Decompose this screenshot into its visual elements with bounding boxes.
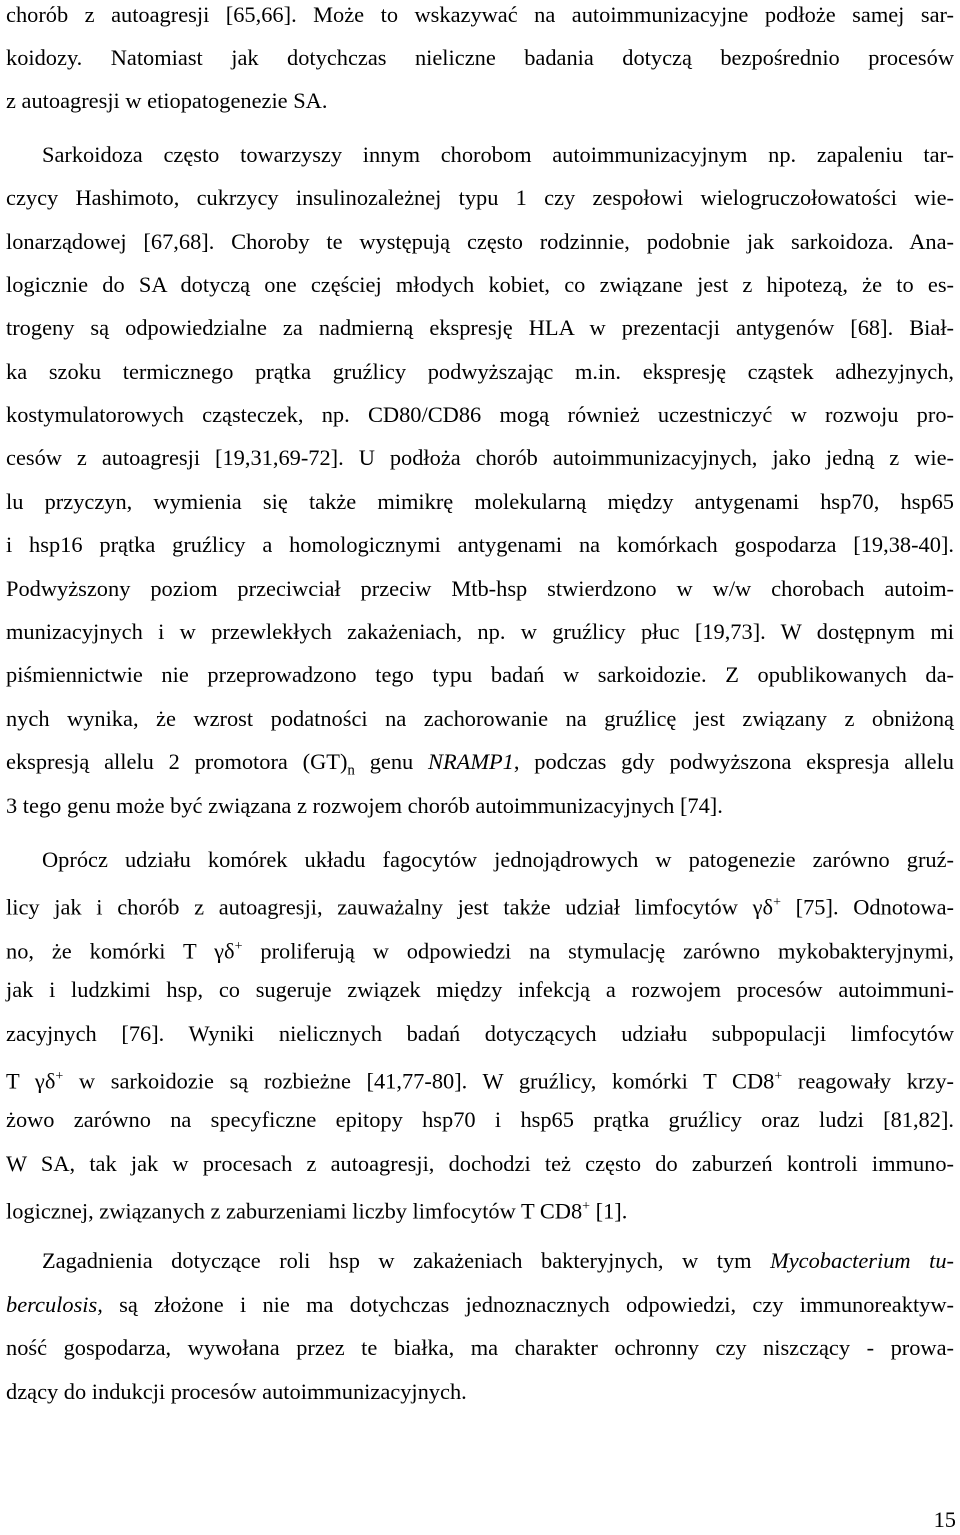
text-line: cesów z autoagresji [19,31,69-72]. U podłoża chorób autoimmunizacyjnych, jako jedną z wie- bbox=[6, 445, 954, 470]
greek-symbol: γδ bbox=[214, 938, 235, 964]
text-span: , podczas gdy podwyższona ekspresja allelu bbox=[513, 749, 954, 774]
text-line: jak i ludzkimi hsp, co sugeruje związek między infekcją a rozwojem procesów autoimmuni- bbox=[6, 977, 954, 1002]
text-span: ekspresją allelu 2 promotora (GT) bbox=[6, 749, 348, 774]
species-name-italic: berculosis, bbox=[6, 1292, 103, 1317]
text-line: i hsp16 prątka gruźlicy a homologicznymi antygenami na komórkach gospodarza [19,38-40]. bbox=[6, 532, 954, 557]
text-span: reagowały krzy- bbox=[782, 1068, 955, 1094]
text-span: genu bbox=[354, 749, 429, 774]
text-span: no, że komórki T bbox=[6, 938, 215, 964]
text-line: żowo zarówno na specyficzne epitopy hsp70 i hsp65 prątka gruźlicy oraz ludzi [81,82]. bbox=[6, 1107, 954, 1132]
text-span: Zagadnienia dotyczące roli hsp w zakażeniach bakteryjnych, w tym bbox=[42, 1248, 771, 1273]
text-span: logicznej, związanych z zaburzeniami liczby limfocytów T CD8 bbox=[6, 1198, 583, 1224]
text-line: z autoagresji w etiopatogenezie SA. bbox=[6, 88, 328, 113]
text-line: czycy Hashimoto, cukrzycy insulinozależnej typu 1 czy zespołowi wielogruczołowatości wie- bbox=[6, 185, 954, 210]
text-line bbox=[6, 1062, 954, 1092]
text-line: zacyjnych [76]. Wyniki nielicznych badań dotyczących udziału subpopulacji limfocytów bbox=[6, 1021, 954, 1046]
text-line: ność gospodarza, wywołana przez te białka, ma charakter ochronny czy niszczący - prowa- bbox=[6, 1335, 954, 1360]
superscript-text: + bbox=[582, 1199, 591, 1214]
text-line: Podwyższony poziom przeciwciał przeciw Mtb-hsp stwierdzono w w/w chorobach autoim- bbox=[6, 576, 954, 601]
text-line: Sarkoidoza często towarzyszy innym chorobom autoimmunizacyjnym np. zapaleniu tar- bbox=[42, 142, 954, 167]
text-line: logicznie do SA dotyczą one częściej młodych kobiet, co związane jest z hipotezą, że to es- bbox=[6, 272, 954, 297]
text-line: koidozy. Natomiast jak dotychczas nieliczne badania dotyczą bezpośrednio procesów bbox=[6, 45, 954, 70]
text-line bbox=[6, 747, 954, 777]
text-line bbox=[6, 932, 954, 962]
text-line bbox=[6, 1192, 954, 1222]
text-line bbox=[6, 1290, 954, 1320]
superscript-text: + bbox=[234, 939, 243, 954]
text-line: kostymulatorowych cząsteczek, np. CD80/CD86 mogą również uczestniczyć w rozwoju pro- bbox=[6, 402, 954, 427]
text-line: chorób z autoagresji [65,66]. Może to wskazywać na autoimmunizacyjne podłoże samej sar- bbox=[6, 2, 954, 27]
text-span: T bbox=[6, 1068, 35, 1094]
text-span: w sarkoidozie są rozbieżne [41,77-80]. W gruźlicy, komórki T CD8 bbox=[63, 1068, 775, 1094]
text-line: W SA, tak jak w procesach z autoagresji, dochodzi też często do zaburzeń kontroli immuno- bbox=[6, 1151, 954, 1176]
text-span: są złożone i nie ma dotychczas jednoznacznych odpowiedzi, czy immunoreaktyw- bbox=[102, 1292, 954, 1317]
text-line: piśmiennictwie nie przeprowadzono tego typu badań w sarkoidozie. Z opublikowanych da- bbox=[6, 662, 954, 687]
text-line: Oprócz udziału komórek układu fagocytów jednojądrowych w patogenezie zarówno gruź- bbox=[42, 847, 954, 872]
page-number: 15 bbox=[933, 1507, 956, 1532]
greek-symbol: γδ bbox=[752, 894, 774, 920]
text-line: ka szoku termicznego prątka gruźlicy podwyższając m.in. ekspresję cząstek adhezyjnych, bbox=[6, 359, 954, 384]
subscript-text: n bbox=[347, 762, 355, 779]
text-line: trogeny są odpowiedzialne za nadmierną ekspresję HLA w prezentacji antygenów [68]. Biał- bbox=[6, 315, 954, 340]
text-line bbox=[42, 1246, 954, 1276]
text-span: proliferują w odpowiedzi na stymulację zarówno mykobakteryjnymi, bbox=[242, 938, 954, 964]
greek-symbol: γδ bbox=[34, 1068, 56, 1094]
text-line: munizacyjnych i w przewlekłych zakażeniach, np. w gruźlicy płuc [19,73]. W dostępnym mi bbox=[6, 619, 954, 644]
superscript-text: + bbox=[774, 1069, 783, 1084]
superscript-text: + bbox=[773, 895, 781, 910]
text-line: nych wynika, że wzrost podatności na zachorowanie na gruźlicę jest związany z obniżoną bbox=[6, 706, 954, 731]
text-line: 3 tego genu może być związana z rozwojem chorób autoimmunizacyjnych [74]. bbox=[6, 793, 723, 818]
text-line: dzący do indukcji procesów autoimmunizacyjnych. bbox=[6, 1379, 467, 1404]
gene-name-italic: NRAMP1 bbox=[428, 749, 514, 774]
superscript-text: + bbox=[55, 1069, 64, 1084]
text-span: [1]. bbox=[590, 1198, 628, 1224]
text-span: [75]. Odnotowa- bbox=[780, 894, 954, 920]
species-name-italic: Mycobacterium tu- bbox=[770, 1248, 954, 1273]
text-line: lonarządowej [67,68]. Choroby te występują często rodzinnie, podobnie jak sarkoidoza. Ana- bbox=[6, 229, 954, 254]
text-line: lu przyczyn, wymienia się także mimikrę molekularną między antygenami hsp70, hsp65 bbox=[6, 489, 954, 514]
text-span: licy jak i chorób z autoagresji, zauważalny jest także udział limfocytów bbox=[6, 894, 753, 920]
text-line bbox=[6, 888, 954, 918]
